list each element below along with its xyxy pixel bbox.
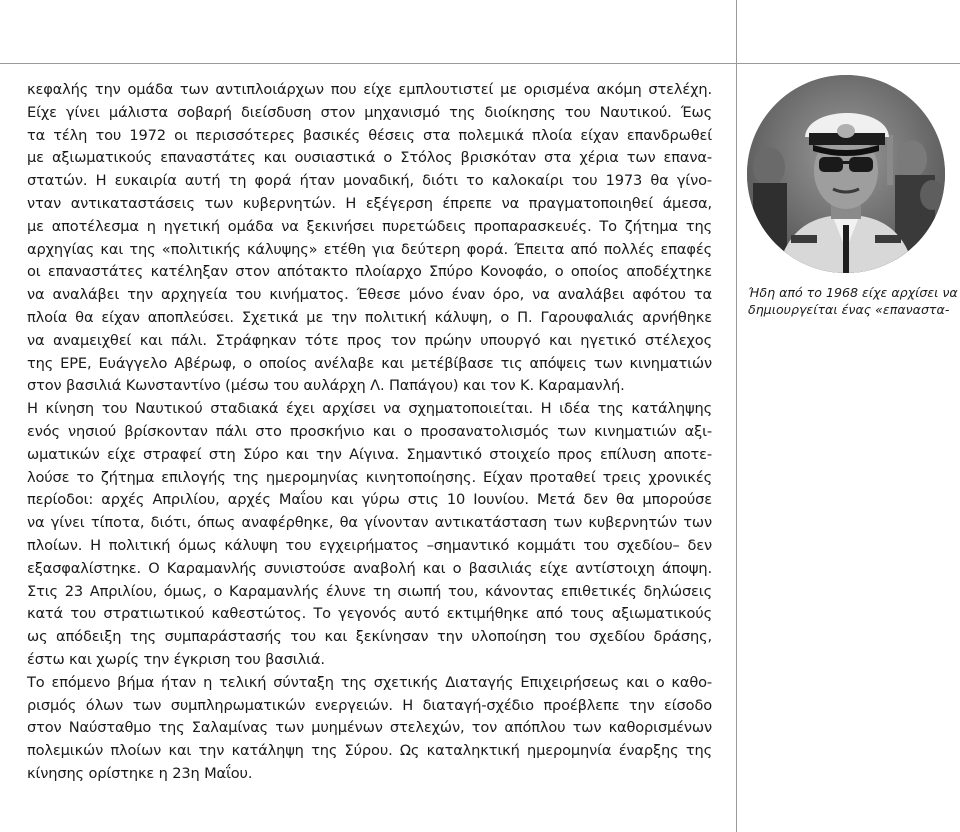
text-line: με αποτέλεσμα η ηγετική ομάδα να ξεκινήσει πυρετώδεις προπαρασκευές. Το ζήτημα της bbox=[27, 217, 712, 235]
text-line: κεφαλής την ομάδα των αντιπλοιάρχων που είχε εμπλουτιστεί με ορισμένα ακόμη στελέχη. bbox=[27, 81, 712, 98]
text-line: ενός νησιού βρίσκονταν πάλι στο προσκήνιο και ο προσανατολισμός των κινηματιών αξι- bbox=[27, 422, 712, 440]
text-line: να γίνει τίποτα, διότι, όπως αναφέρθηκε, θα γίνονταν αντικατάσταση των κυβερνητών των bbox=[27, 514, 712, 532]
text-line: να αναμειχθεί και πάλι. Στράφηκαν τότε προς τον πρώην υπουργό και ηγετικό στέλεχος bbox=[27, 331, 712, 349]
portrait-photo bbox=[747, 75, 945, 273]
text-line: Είχε γίνει μάλιστα σοβαρή διείσδυση στον μηχανισμό της διοίκησης του Ναυτικού. Έως bbox=[27, 103, 712, 121]
text-line: να αναλάβει την αρχηγεία του κινήματος. Έθεσε μόνο έναν όρο, να αναλάβει αφότου τα bbox=[27, 286, 712, 304]
text-line: πλοίων. Η πολιτική όμως κάλυψη του εγχειρήματος –σημαντικό κομμάτι του σχεδίου– δεν bbox=[27, 536, 712, 554]
text-line: στον Ναύσταθμο της Σαλαμίνας των μυημένων στελεχών, τον απόπλου των καθορισμένων bbox=[27, 719, 712, 737]
text-line: ωματικών είχε στραφεί στη Σύρο και την Αίγινα. Σημαντικό στοιχείο προς επίλυση αποτε- bbox=[27, 445, 712, 463]
text-line: Η κίνηση του Ναυτικού σταδιακά έχει αρχίσει να σχηματοποιείται. Η ιδέα της κατάληψης bbox=[27, 400, 712, 418]
text-line: εξασφαλίστηκε. Ο Καραμανλής συνιστούσε αναβολή και ο βασιλιάς είχε αντίστοιχη άποψη. bbox=[27, 559, 712, 577]
main-text-column bbox=[27, 79, 712, 786]
text-line: με αξιωματικούς επαναστάτες και ουσιαστικά ο Στόλος βρισκόταν στα χέρια των επανα- bbox=[27, 149, 712, 167]
text-line: ρισμός όλων των συμπληρωματικών ενεργειών. Η διαταγή-σχέδιο προέβλεπε την είσοδο bbox=[27, 696, 712, 714]
text-line: Στις 23 Απριλίου, όμως, ο Καραμανλής έλυνε τη σιωπή του, κάνοντας επιθετικές δηλώσεις bbox=[27, 582, 712, 600]
top-divider bbox=[0, 63, 960, 64]
text-line: κίνησης ορίστηκε η 23η Μαΐου. bbox=[27, 764, 253, 782]
text-line: στον βασιλιά Κωνσταντίνο (μέσω του αυλάρχη Λ. Παπάγου) και τον Κ. Καραμανλή. bbox=[27, 377, 625, 395]
text-line: έστω και χωρίς την έγκριση του βασιλιά. bbox=[27, 650, 325, 668]
text-line: ως απόδειξη της συμπαράστασής του και ξεκίνησαν την υλοποίηση του σχεδίου δράσης, bbox=[27, 628, 712, 646]
portrait-photo-graphic bbox=[747, 75, 945, 273]
text-line: αρχηγίας και της «πολιτικής κάλυψης» ετέθη για δεύτερη φορά. Έπειτα από πολλές επαφές bbox=[27, 240, 712, 258]
photo-caption bbox=[748, 284, 958, 318]
text-line: περίοδοι: αρχές Απριλίου, αρχές Μαΐου και γύρω στις 10 Ιουνίου. Μετά δεν θα μπορούσε bbox=[27, 491, 712, 509]
text-line: λούσε το ζήτημα επιλογής της ημερομηνίας κινητοποίησης. Είχαν προταθεί τρεις χρονικές bbox=[27, 468, 712, 486]
text-line: οι επαναστάτες κατέληξαν στον απότακτο πλοίαρχο Σπύρο Κονοφάο, ο οποίος αποδέχτηκε bbox=[27, 263, 712, 281]
text-line: νταν αντικαταστάσεις των κυβερνητών. Η εξέγερση έπρεπε να πραγματοποιηθεί άμεσα, bbox=[27, 194, 712, 212]
caption-line: Ήδη από το 1968 είχε αρχίσει να bbox=[748, 285, 958, 300]
text-line: τα τέλη του 1972 οι περισσότερες βασικές θέσεις στα πολεμικά πλοία είχαν επανδρωθεί bbox=[27, 126, 712, 144]
caption-line: δημιουργείται ένας «επαναστα- bbox=[748, 302, 950, 317]
text-line: της ΕΡΕ, Ευάγγελο Αβέρωφ, ο οποίος ανέλαβε και μετέβίβασε τις απόψεις των κινηματιών bbox=[27, 354, 712, 372]
text-line: στατών. Η ευκαιρία αυτή τη φορά ήταν μοναδική, διότι το καλοκαίρι του 1973 θα γίνο- bbox=[27, 172, 712, 190]
column-divider bbox=[736, 0, 737, 832]
text-line: πολεμικών πλοίων και την κατάληψη της Σύρου. Ως καταληκτική ημερομηνία έναρξης της bbox=[27, 742, 712, 760]
text-line: πλοία θα είχαν αποπλεύσει. Σχετικά με την πολιτική κάλυψη, ο Π. Γαρουφαλιάς αρνήθηκε bbox=[27, 308, 712, 326]
text-line: κατά του στρατιωτικού καθεστώτος. Το γεγονός αυτό εκτιμήθηκε από τους αξιωματικούς bbox=[27, 605, 712, 623]
text-line: Το επόμενο βήμα ήταν η τελική σύνταξη της σχετικής Διαταγής Επιχειρήσεως και ο καθο- bbox=[27, 673, 712, 691]
